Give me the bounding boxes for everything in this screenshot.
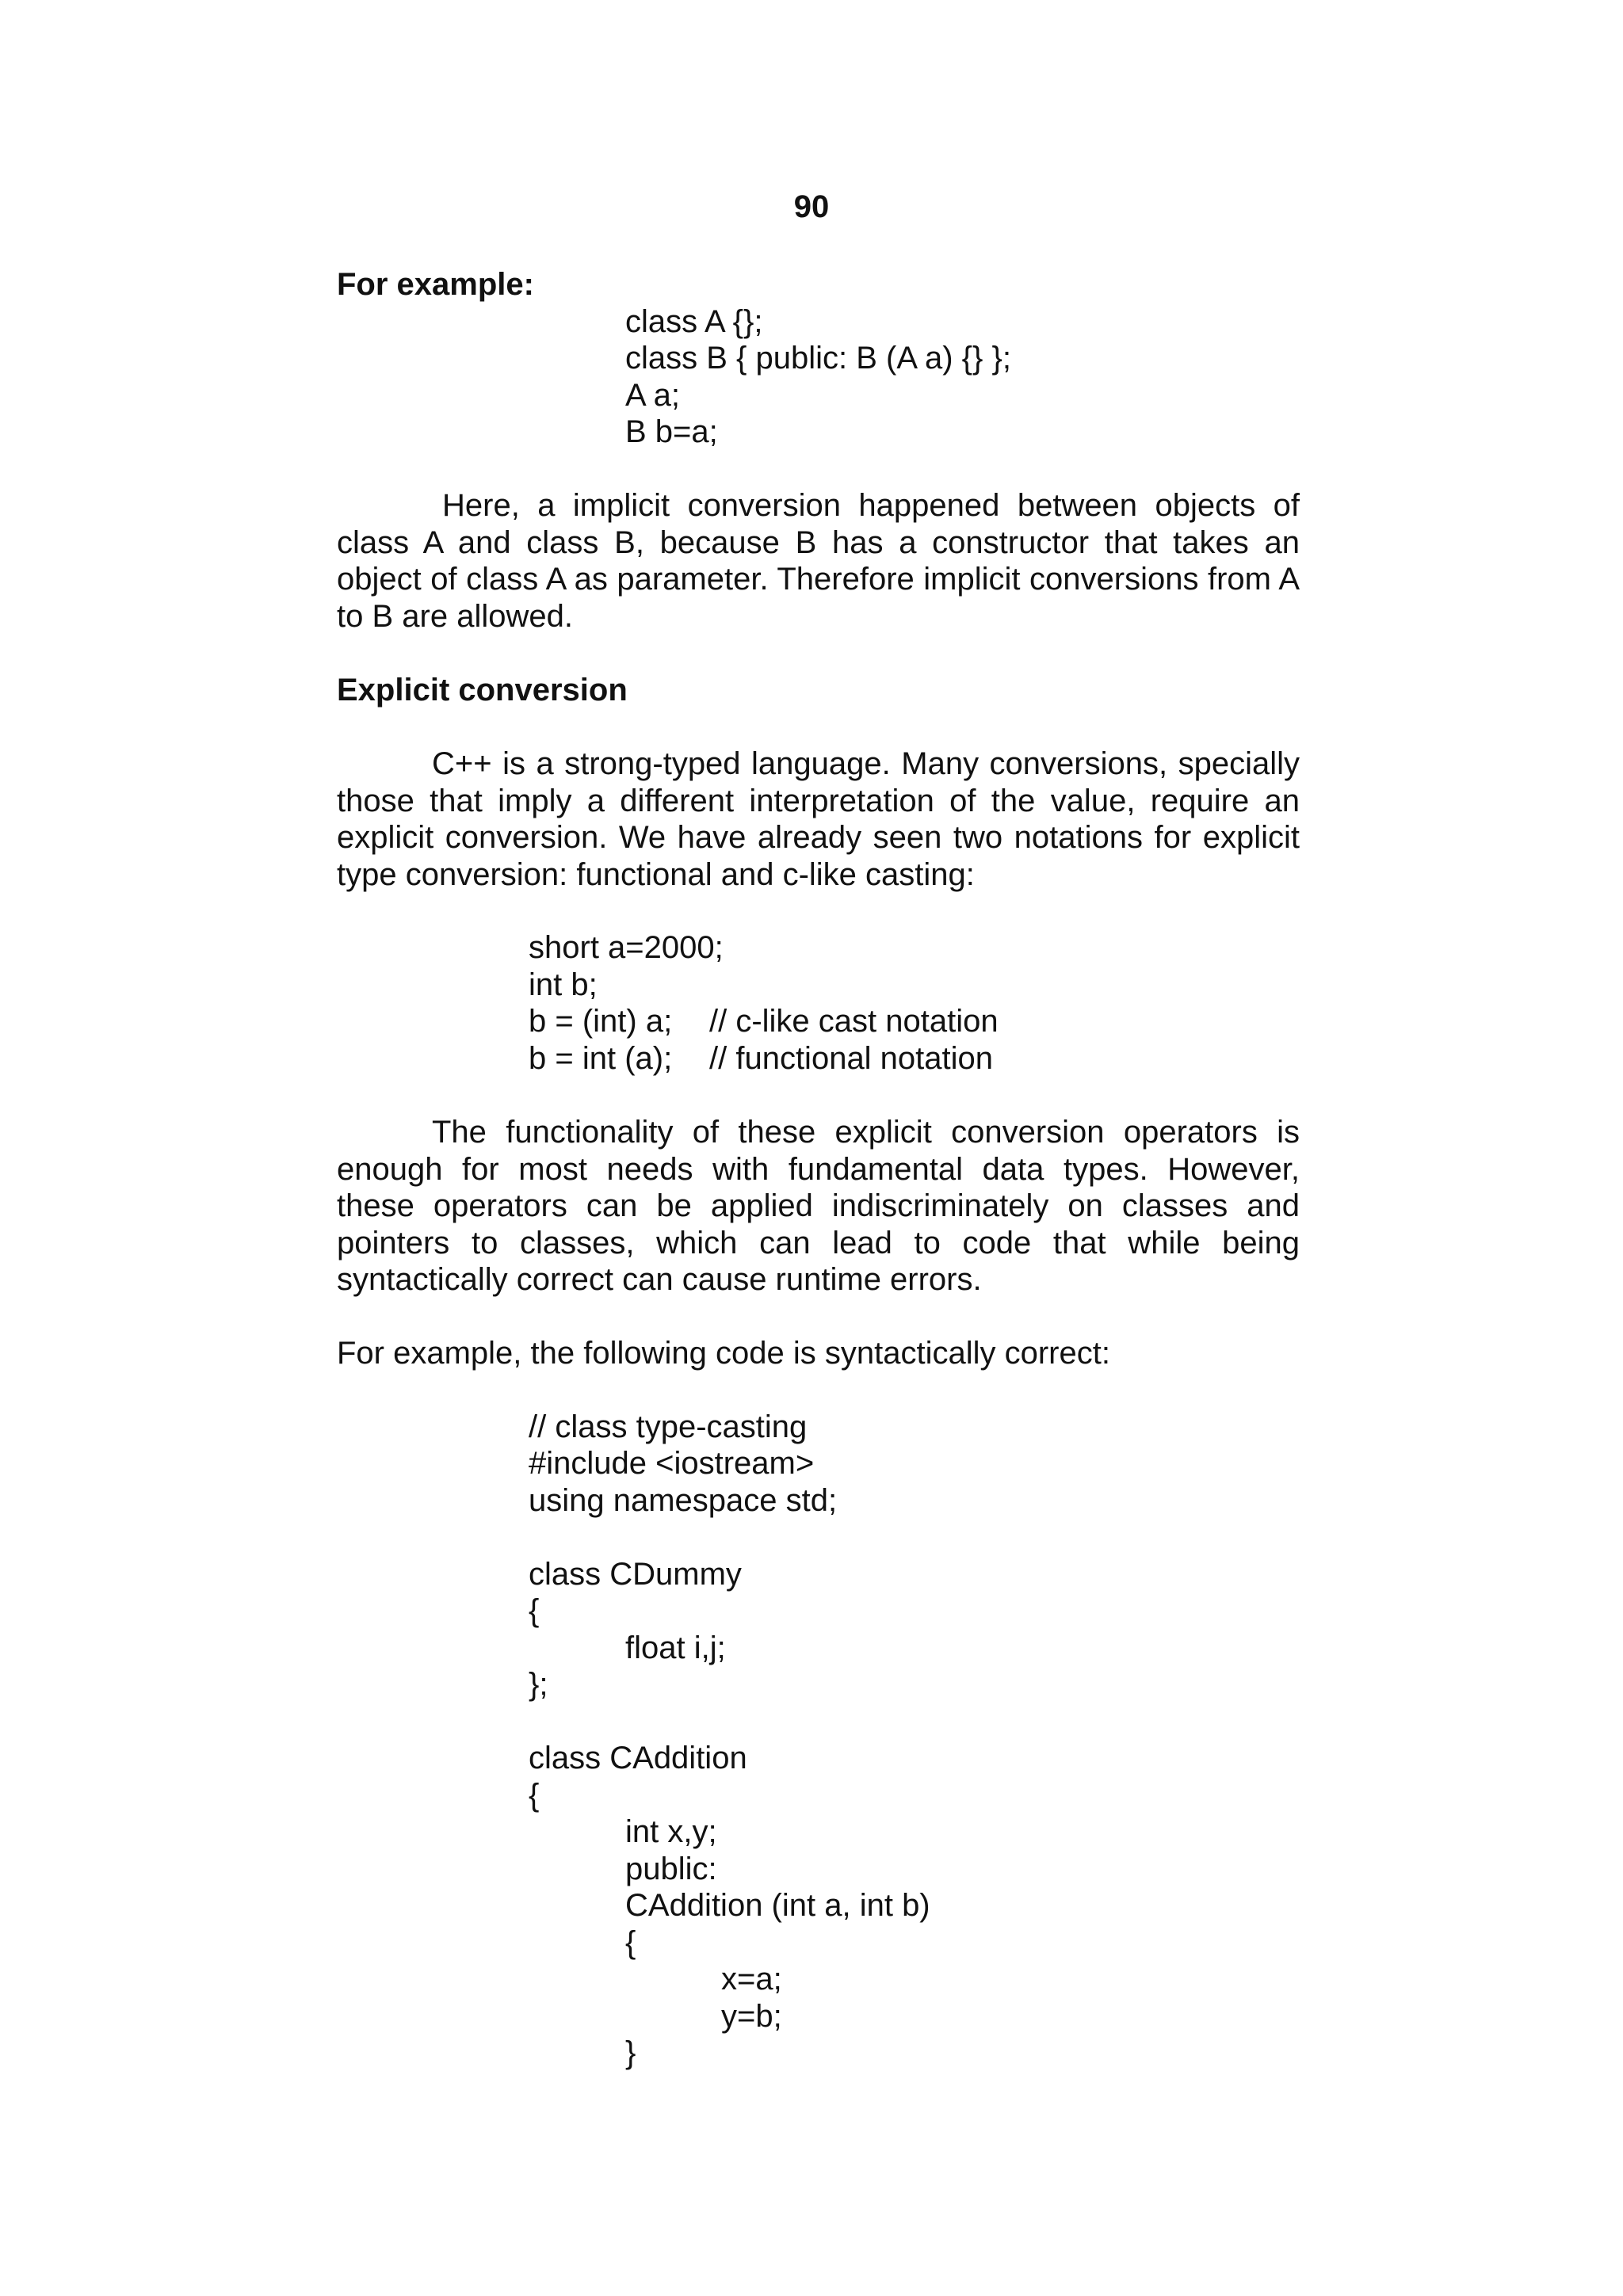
paragraph-implicit: Here, a implicit conversion happened between objects of class A and class B, because B has a constructor that takes an object of class A as parameter. Therefore implicit conversions from A to B are allowed.	[337, 488, 1300, 634]
code-line: using namespace std;	[529, 1483, 838, 1518]
code-line: int b;	[529, 967, 598, 1002]
code-comment: // functional notation	[709, 1041, 994, 1076]
paragraph-example-intro: For example, the following code is syntactically correct:	[337, 1336, 1110, 1371]
code-line: y=b;	[721, 1999, 782, 2034]
code-line: class A {};	[625, 304, 763, 339]
code-line: float i,j;	[625, 1630, 726, 1665]
code-line: public:	[625, 1852, 717, 1886]
code-line: class B { public: B (A a) {} };	[625, 341, 1011, 376]
code-line: {	[529, 1778, 540, 1813]
code-line: class CAddition	[529, 1741, 747, 1775]
page-number: 90	[793, 189, 830, 224]
code-line: {	[529, 1593, 540, 1628]
example-heading: For example:	[337, 267, 534, 302]
code-line: };	[529, 1667, 548, 1702]
code-line: b = int (a);	[529, 1041, 673, 1076]
code-line: int x,y;	[625, 1814, 717, 1849]
code-line: #include <iostream>	[529, 1446, 815, 1481]
paragraph-functionality: The functionality of these explicit conversion operators is enough for most needs with fundamental data types. However, these operators can be applied indiscriminately on classes and pointers to classes, which can lead to code that while being syntactically correct can cause runtime errors.	[337, 1115, 1300, 1297]
code-line: B b=a;	[625, 414, 718, 449]
code-line: }	[625, 2035, 636, 2070]
code-line: A a;	[625, 378, 680, 413]
code-line: // class type-casting	[529, 1409, 808, 1444]
code-line: class CDummy	[529, 1557, 742, 1592]
code-line: {	[625, 1925, 636, 1960]
section-heading: Explicit conversion	[337, 673, 628, 707]
code-line: short a=2000;	[529, 930, 724, 965]
code-line: CAddition (int a, int b)	[625, 1888, 930, 1923]
code-line: x=a;	[721, 1962, 782, 1997]
code-line: b = (int) a;	[529, 1004, 673, 1039]
paragraph-explicit: C++ is a strong-typed language. Many conversions, specially those that imply a different interpretation of the value, require an explicit conversion. We have already seen two notations for explicit type conversion: functional and c-like casting:	[337, 746, 1300, 892]
code-comment: // c-like cast notation	[709, 1004, 999, 1039]
